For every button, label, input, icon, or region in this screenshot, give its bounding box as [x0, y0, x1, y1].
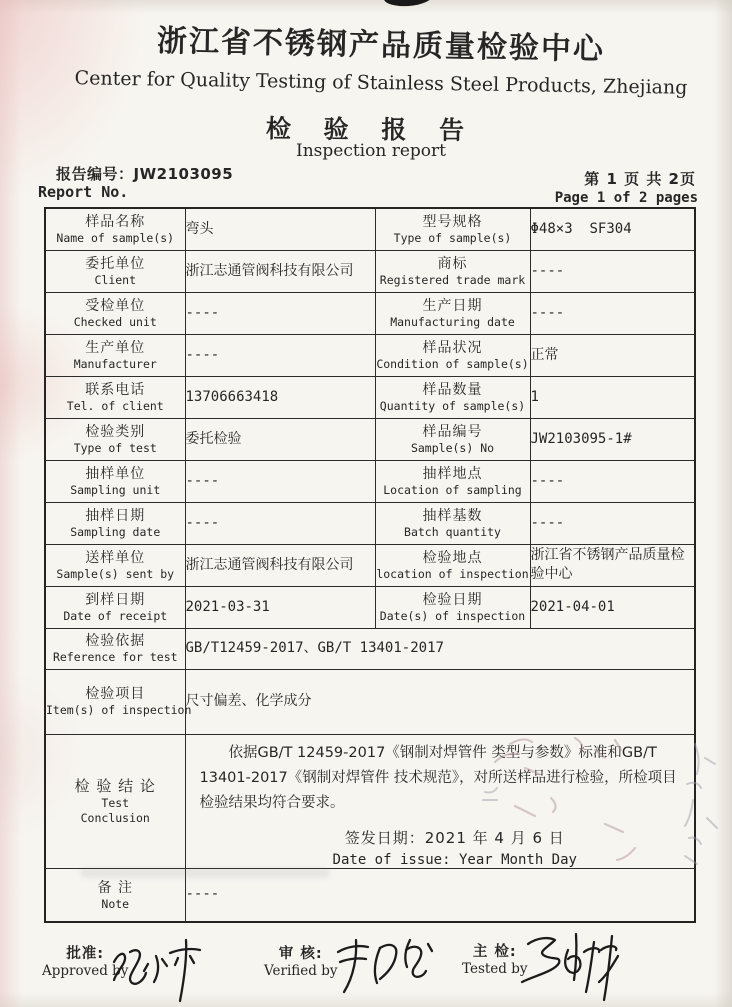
table-row [45, 502, 695, 544]
org-title-en: Center for Quality Testing of Stainless Steel Products, Zhejiang [74, 67, 688, 99]
sample-condition-value: 正常 [530, 334, 695, 376]
sample-quantity-label: 样品数量 Quantity of sample(s) [375, 376, 530, 418]
client-label: 委托单位 Client [45, 250, 185, 292]
test-type-label: 检验类别 Type of test [45, 418, 185, 460]
sample-quantity-value: 1 [530, 376, 695, 418]
manufacturer-label: 生产单位 Manufacturer [45, 334, 185, 376]
inspection-date-value: 2021-04-01 [530, 586, 695, 628]
sampling-location-label: 抽样地点 Location of sampling [375, 460, 530, 502]
table-row [45, 586, 695, 628]
checked-unit-value: ---- [185, 292, 375, 334]
sender-value: 浙江志通管阀科技有限公司 [185, 544, 375, 586]
table-row [45, 418, 695, 460]
sample-name-value: 弯头 [185, 208, 375, 250]
client-tel-label: 联系电话 Tel. of client [45, 376, 185, 418]
table-row [45, 628, 695, 669]
sampling-location-value: ---- [530, 460, 695, 502]
tested-signature [514, 922, 632, 1006]
org-title-zh: 浙江省不锈钢产品质量检验中心 [156, 23, 606, 68]
inspection-items-label: 检验项目 Item(s) of inspection [45, 669, 185, 734]
table-row [45, 376, 695, 418]
approved-by-label: 批准: Approved by [42, 946, 129, 979]
receipt-date-label: 到样日期 Date of receipt [45, 586, 185, 628]
sample-condition-label: 样品状况 Condition of sample(s) [375, 334, 530, 376]
sample-no-value: JW2103095-1# [530, 418, 695, 460]
inspection-location-value: 浙江省不锈钢产品质量检验中心 [530, 544, 695, 586]
sender-label: 送样单位 Sample(s) sent by [45, 544, 185, 586]
client-tel-value: 13706663418 [185, 376, 375, 418]
table-row [45, 544, 695, 586]
manufacturing-date-value: ---- [530, 292, 695, 334]
report-number-en: Report No. [38, 183, 129, 201]
sample-name-label: 样品名称 Name of sample(s) [45, 208, 185, 250]
type-spec-label: 型号规格 Type of sample(s) [375, 208, 530, 250]
note-label: 备 注 Note [45, 868, 185, 922]
note-value: ---- [185, 868, 695, 922]
trademark-value: ---- [530, 250, 695, 292]
tested-by-label: 主 检: Tested by [462, 944, 528, 977]
sampling-date-label: 抽样日期 Sampling date [45, 502, 185, 544]
test-reference-value: GB/T12459-2017、GB/T 13401-2017 [185, 628, 695, 669]
page-info-zh: 第 1 页 共 2页 [584, 170, 696, 188]
scan-smudge [80, 868, 330, 878]
issue-date-en: Date of issue: Year Month Day [332, 851, 577, 868]
doc-title-en: Inspection report [296, 141, 446, 161]
test-type-value: 委托检验 [185, 418, 375, 460]
table-row [45, 250, 695, 292]
table-row [45, 334, 695, 376]
manufacturer-value: ---- [185, 334, 375, 376]
table-row [45, 208, 695, 250]
test-reference-label: 检验依据 Reference for test [45, 628, 185, 669]
conclusion-text: 依据GB/T 12459-2017《钢制对焊管件 类型与参数》标准和GB/T 13401-2017《钢制对焊管件 技术规范》，对所送样品进行检验，所检项目检验结果均符合要求。 [199, 744, 677, 812]
checked-unit-label: 受检单位 Checked unit [45, 292, 185, 334]
report-number-zh: 报告编号：JW2103095 [56, 165, 234, 183]
doc-title-zh: 检 验 报 告 [265, 114, 477, 145]
client-value: 浙江志通管阀科技有限公司 [185, 250, 375, 292]
verified-signature [330, 926, 440, 1004]
receipt-date-value: 2021-03-31 [185, 586, 375, 628]
sample-no-label: 样品编号 Sample(s) No [375, 418, 530, 460]
trademark-label: 商标 Registered trade mark [375, 250, 530, 292]
verified-by-label: 审 核: Verified by [264, 946, 338, 979]
inspection-items-value: 尺寸偏差、化学成分 [185, 669, 695, 734]
faint-stamp-ghost [455, 728, 725, 888]
manufacturing-date-label: 生产日期 Manufacturing date [375, 292, 530, 334]
sampling-unit-label: 抽样单位 Sampling unit [45, 460, 185, 502]
sampling-unit-value: ---- [185, 460, 375, 502]
sampling-date-value: ---- [185, 502, 375, 544]
table-row [45, 460, 695, 502]
inspection-date-label: 检验日期 Date(s) of inspection [375, 586, 530, 628]
page-info-en: Page 1 of 2 pages [554, 190, 698, 206]
batch-quantity-value: ---- [530, 502, 695, 544]
scan-artifact-mark [383, 0, 432, 8]
table-row [45, 292, 695, 334]
type-spec-value: Φ48×3 SF304 [530, 208, 695, 250]
table-row [45, 669, 695, 734]
batch-quantity-label: 抽样基数 Batch quantity [375, 502, 530, 544]
approved-signature [104, 928, 216, 1004]
issue-date-zh: 签发日期：2021 年 4 月 6 日 [344, 828, 565, 847]
conclusion-label: 检 验 结 论 Test Conclusion [45, 734, 185, 868]
inspection-location-label: 检验地点 location of inspection [375, 544, 530, 586]
